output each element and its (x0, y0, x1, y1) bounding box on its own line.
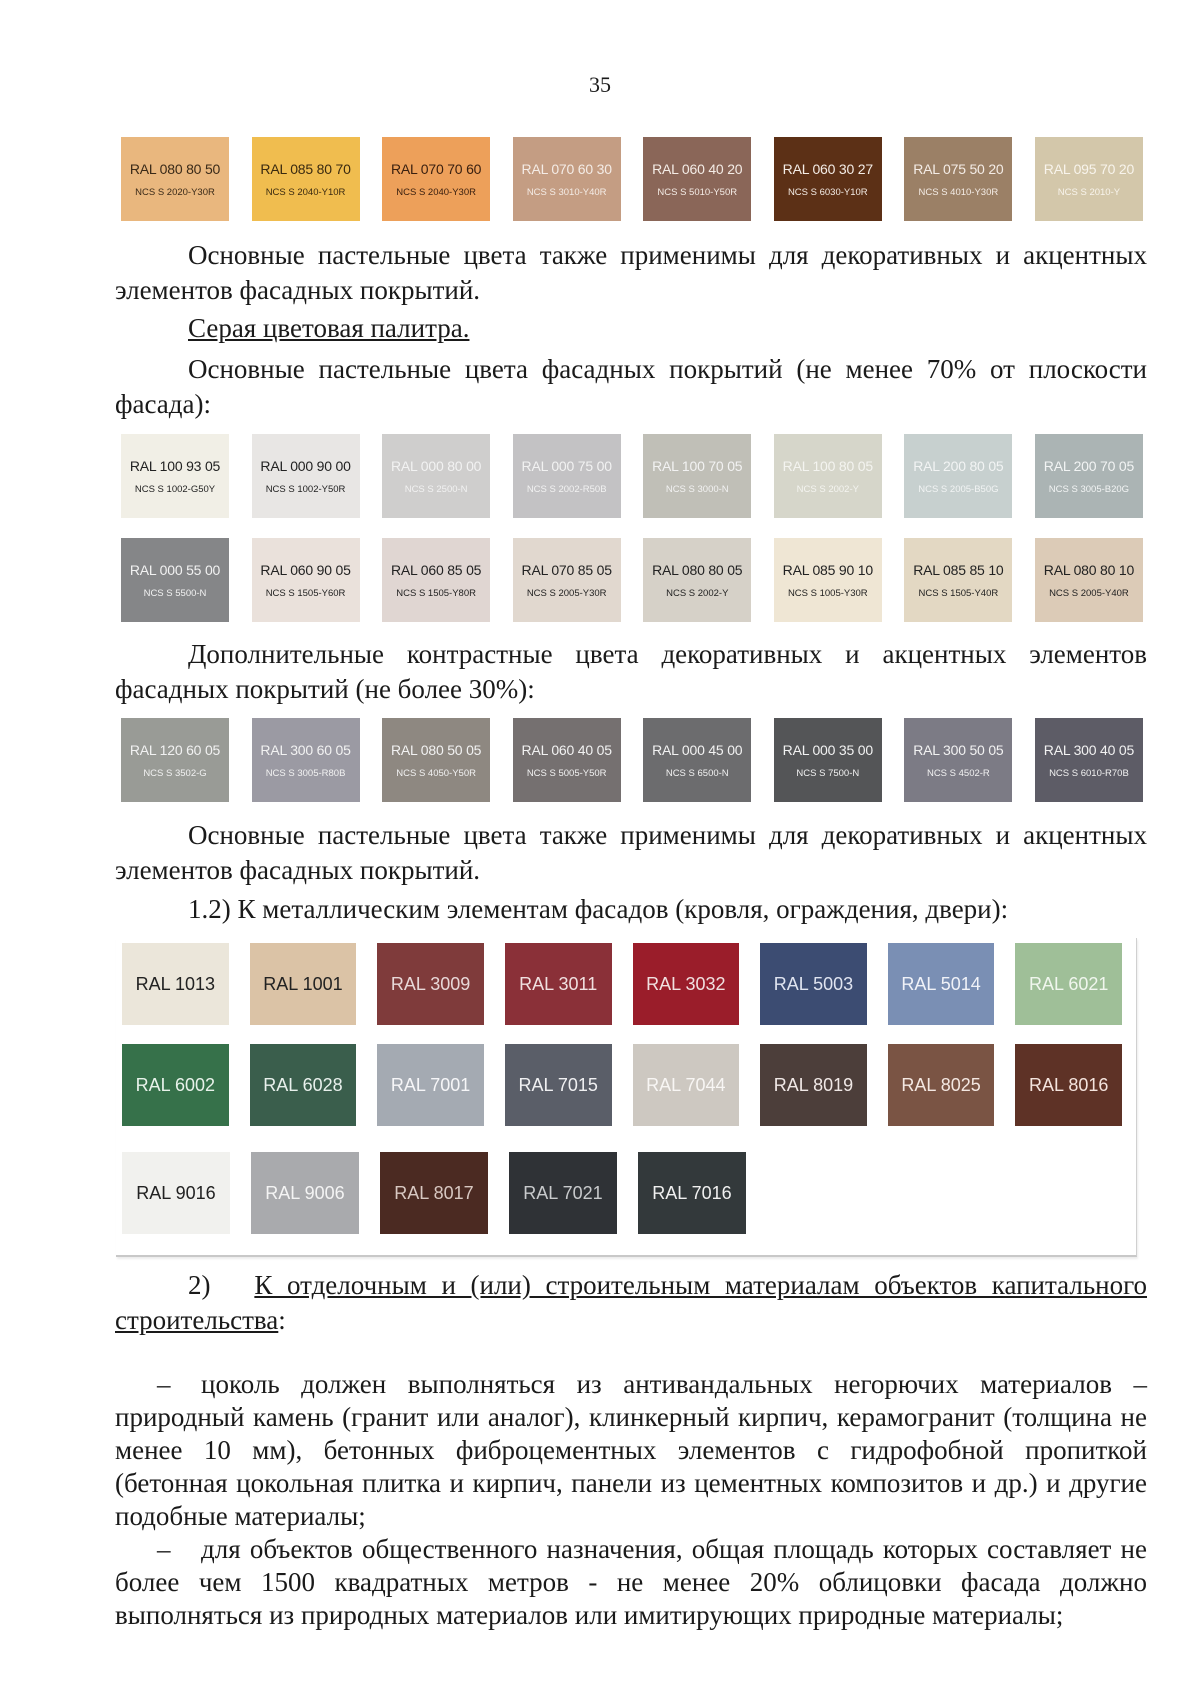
color-swatch (1035, 718, 1143, 802)
ral-code: RAL 095 70 20 (1043, 160, 1135, 177)
color-swatch (643, 718, 751, 802)
color-swatch (1035, 434, 1143, 518)
ncs-code: NCS S 2005-Y40R (1049, 587, 1129, 599)
bullet-item (115, 1533, 1147, 1632)
color-swatch (513, 538, 621, 622)
bullet-text: цоколь должен выполняться из антивандальных негорючих материалов – природный камень (гранит или аналог), клинкерный кирпич, керамогранит (толщина не менее 10 мм), бетонных фиброцементных элементов с гидрофобной пропиткой (бетонная цокольная плитка и кирпич, панели из цементных композитов и др.) и другие подобные материалы; (115, 1369, 1147, 1531)
metal-color-swatch: RAL 1013 (122, 943, 229, 1025)
color-swatch (1035, 137, 1143, 221)
color-swatch (252, 434, 360, 518)
ral-code: RAL 060 90 05 (260, 561, 351, 578)
color-swatch (252, 538, 360, 622)
swatch-row-gray-1 (121, 434, 1143, 518)
color-swatch (382, 137, 490, 221)
ncs-code: NCS S 6500-N (665, 767, 729, 779)
color-swatch (382, 538, 490, 622)
ral-code: RAL 000 90 00 (260, 457, 351, 474)
ncs-code: NCS S 3502-G (143, 767, 207, 779)
ral-code: RAL 080 80 05 (652, 561, 743, 578)
ncs-code: NCS S 3010-Y40R (526, 186, 607, 198)
ral-code: RAL 085 85 10 (913, 561, 1004, 578)
color-swatch (252, 718, 360, 802)
ncs-code: NCS S 2040-Y30R (396, 186, 476, 198)
metal-color-swatch: RAL 7021 (509, 1152, 617, 1234)
metal-color-swatch: RAL 6021 (1015, 943, 1122, 1025)
paragraph-metal: 1.2) К металлическим элементам фасадов (кровля, ограждения, двери): (188, 894, 1009, 924)
color-swatch (774, 538, 882, 622)
bullet-text: для объектов общественного назначения, общая площадь которых составляет не более чем 1500 квадратных метров - не менее 20% облицовки фасада должно выполняться из природных материалов или имитирующих природные материалы; (115, 1534, 1147, 1630)
ral-code: RAL 100 80 05 (782, 457, 873, 474)
materials-heading: К отделочным и (или) строительным материалам объектов капитального строительства (115, 1270, 1147, 1335)
ncs-code: NCS S 1505-Y80R (396, 587, 476, 599)
color-swatch (382, 434, 490, 518)
paragraph-gray-main: Основные пастельные цвета фасадных покрытий (не менее 70% от плоскости фасада): (115, 354, 1147, 419)
ncs-code: NCS S 4502-R (926, 767, 990, 779)
ncs-code: NCS S 2500-N (404, 483, 468, 495)
ral-code: RAL 300 60 05 (260, 741, 351, 758)
ncs-code: NCS S 1002-G50Y (134, 483, 216, 495)
color-swatch (382, 718, 490, 802)
metal-swatch-panel (116, 938, 1137, 1257)
gray-palette-heading: Серая цветовая палитра. (188, 313, 470, 343)
metal-color-swatch: RAL 3009 (377, 943, 484, 1025)
color-swatch (643, 538, 751, 622)
paragraph-contrast: Дополнительные контрастные цвета декоративных и акцентных элементов фасадных покрытий (не более 30%): (115, 639, 1147, 704)
metal-color-swatch: RAL 9016 (122, 1152, 230, 1234)
color-swatch (904, 538, 1012, 622)
ncs-code: NCS S 3000-N (665, 483, 729, 495)
ncs-code: NCS S 3005-R80B (265, 767, 346, 779)
ncs-code: NCS S 5010-Y50R (657, 186, 738, 198)
ral-code: RAL 000 35 00 (782, 741, 873, 758)
swatch-row-gray-2 (121, 538, 1143, 622)
color-swatch (643, 137, 751, 221)
ral-code: RAL 120 60 05 (129, 741, 221, 758)
ncs-code: NCS S 2010-Y (1057, 186, 1121, 198)
metal-color-swatch: RAL 6002 (122, 1044, 229, 1126)
ral-code: RAL 000 55 00 (129, 561, 221, 578)
ral-code: RAL 070 60 30 (521, 160, 612, 177)
metal-color-swatch: RAL 3011 (505, 943, 612, 1025)
swatch-row-warm (121, 137, 1143, 221)
ncs-code: NCS S 2005-Y30R (526, 587, 607, 599)
ral-code: RAL 060 85 05 (390, 561, 482, 578)
ncs-code: NCS S 5005-Y50R (526, 767, 607, 779)
paragraph-warm-note: Основные пастельные цвета также применимы для декоративных и акцентных элементов фасадных покрытий. (115, 240, 1147, 305)
ncs-code: NCS S 1505-Y40R (918, 587, 999, 599)
ncs-code: NCS S 2005-B50G (918, 483, 999, 495)
metal-color-swatch: RAL 6028 (250, 1044, 357, 1126)
bullet-list (115, 1368, 1147, 1632)
ral-code: RAL 000 75 00 (521, 457, 612, 474)
page-number: 35 (589, 72, 611, 97)
ral-code: RAL 000 45 00 (652, 741, 743, 758)
metal-color-swatch: RAL 8016 (1015, 1044, 1122, 1126)
ral-code: RAL 300 40 05 (1043, 741, 1135, 758)
color-swatch (121, 718, 229, 802)
item-number: 2) (188, 1270, 211, 1300)
ncs-code: NCS S 1002-Y50R (265, 483, 346, 495)
ncs-code: NCS S 6030-Y10R (787, 186, 868, 198)
ncs-code: NCS S 5500-N (143, 587, 207, 599)
bullet-item (115, 1368, 1147, 1533)
metal-color-swatch: RAL 1001 (250, 943, 357, 1025)
ral-code: RAL 100 70 05 (652, 457, 743, 474)
ncs-code: NCS S 2020-Y30R (135, 186, 215, 198)
ral-code: RAL 080 80 50 (129, 160, 221, 177)
ral-code: RAL 000 80 00 (390, 457, 482, 474)
metal-row-1 (122, 943, 1122, 1025)
metal-color-swatch: RAL 9006 (251, 1152, 359, 1234)
ral-code: RAL 200 80 05 (913, 457, 1004, 474)
color-swatch (1035, 538, 1143, 622)
ral-code: RAL 200 70 05 (1043, 457, 1135, 474)
metal-color-swatch: RAL 5014 (888, 943, 995, 1025)
ral-code: RAL 060 40 05 (521, 741, 612, 758)
ral-code: RAL 085 90 10 (782, 561, 873, 578)
bullet-dash: – (157, 1369, 171, 1399)
ral-code: RAL 080 50 05 (390, 741, 482, 758)
ral-code: RAL 060 40 20 (652, 160, 743, 177)
ncs-code: NCS S 6010-R70B (1049, 767, 1129, 779)
ral-code: RAL 060 30 27 (782, 160, 873, 177)
ral-code: RAL 070 70 60 (390, 160, 482, 177)
ncs-code: NCS S 7500-N (796, 767, 860, 779)
metal-color-swatch: RAL 8019 (760, 1044, 867, 1126)
color-swatch (252, 137, 360, 221)
metal-color-swatch: RAL 5003 (760, 943, 867, 1025)
metal-color-swatch: RAL 7016 (638, 1152, 746, 1234)
ncs-code: NCS S 1505-Y60R (265, 587, 346, 599)
ncs-code: NCS S 2040-Y10R (265, 186, 346, 198)
ncs-code: NCS S 3005-B20G (1048, 483, 1130, 495)
ncs-code: NCS S 1005-Y30R (787, 587, 868, 599)
bullet-dash: – (157, 1534, 171, 1564)
metal-color-swatch: RAL 7044 (633, 1044, 740, 1126)
color-swatch (904, 434, 1012, 518)
ral-code: RAL 100 93 05 (129, 457, 221, 474)
metal-color-swatch: RAL 3032 (633, 943, 740, 1025)
ncs-code: NCS S 2002-Y (666, 587, 729, 599)
metal-color-swatch: RAL 7001 (377, 1044, 484, 1126)
ncs-code: NCS S 4050-Y50R (396, 767, 476, 779)
ral-code: RAL 075 50 20 (913, 160, 1004, 177)
color-swatch (904, 718, 1012, 802)
ncs-code: NCS S 2002-Y (796, 483, 859, 495)
ral-code: RAL 300 50 05 (913, 741, 1004, 758)
color-swatch (774, 137, 882, 221)
color-swatch (643, 434, 751, 518)
color-swatch (513, 718, 621, 802)
color-swatch (513, 137, 621, 221)
ral-code: RAL 070 85 05 (521, 561, 612, 578)
metal-color-swatch: RAL 7015 (505, 1044, 612, 1126)
ral-code: RAL 085 80 70 (260, 160, 351, 177)
color-swatch (774, 718, 882, 802)
color-swatch (513, 434, 621, 518)
color-swatch (121, 538, 229, 622)
color-swatch (121, 137, 229, 221)
color-swatch (904, 137, 1012, 221)
metal-color-swatch: RAL 8017 (380, 1152, 488, 1234)
metal-row-2 (122, 1044, 1122, 1126)
metal-color-swatch: RAL 8025 (888, 1044, 995, 1126)
metal-row-3 (122, 1152, 1122, 1234)
ncs-code: NCS S 4010-Y30R (918, 186, 999, 198)
ral-code: RAL 080 80 10 (1043, 561, 1135, 578)
swatch-row-contrast (121, 718, 1143, 802)
ncs-code: NCS S 2002-R50B (526, 483, 607, 495)
paragraph-gray-note: Основные пастельные цвета также применимы для декоративных и акцентных элементов фасадных покрытий. (115, 820, 1147, 885)
color-swatch (121, 434, 229, 518)
color-swatch (774, 434, 882, 518)
paragraph-materials: 2) К отделочным и (или) строительным материалам объектов капитального строительства: (115, 1270, 1147, 1335)
